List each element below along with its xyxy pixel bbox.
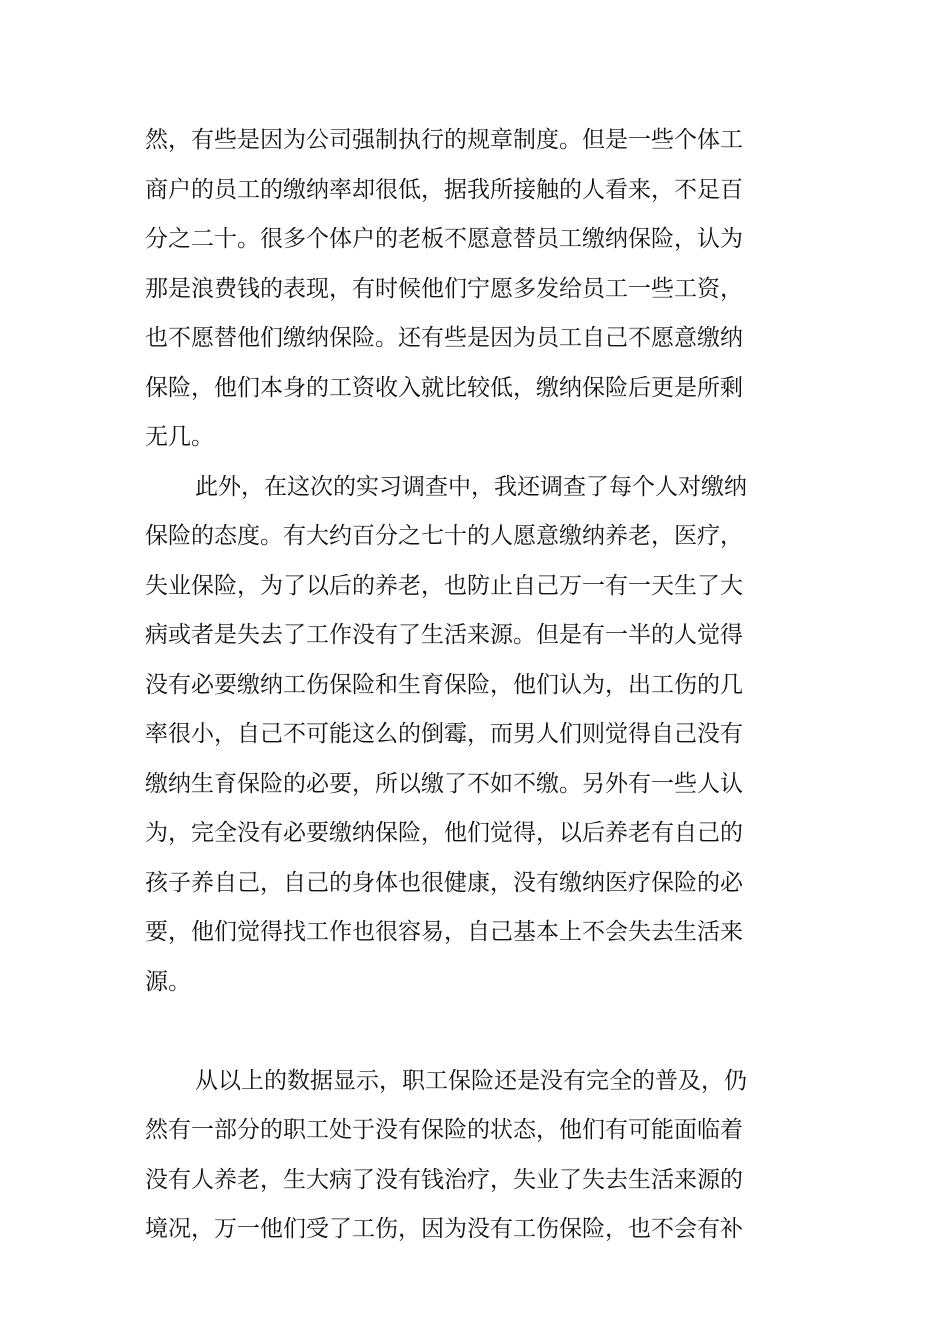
text-line: 从以上的数据显示，职工保险还是没有完全的普及，仍	[195, 1067, 747, 1094]
text-line: 源。	[145, 968, 191, 995]
paragraph-2	[145, 463, 745, 1057]
text-line: 缴纳生育保险的必要，所以缴了不如不缴。另外有一些人认	[145, 770, 743, 797]
text-line: 没有人养老，生大病了没有钱治疗，失业了失去生活来源的	[145, 1166, 743, 1193]
text-line: 失业保险，为了以后的养老，也防止自己万一有一天生了大	[145, 572, 743, 599]
paragraph-1	[145, 116, 745, 463]
text-line: 然，有些是因为公司强制执行的规章制度。但是一些个体工	[145, 127, 743, 153]
text-line: 率很小，自己不可能这么的倒霉，而男人们则觉得自己没有	[145, 721, 743, 747]
text-line: 保险，他们本身的工资收入就比较低，缴纳保险后更是所剩	[145, 374, 743, 401]
text-line: 无几。	[145, 424, 214, 450]
text-line: 为，完全没有必要缴纳保险，他们觉得，以后养老有自己的	[145, 820, 743, 846]
text-line: 孩子养自己，自己的身体也很健康，没有缴纳医疗保险的必	[145, 869, 743, 896]
text-line: 分之二十。很多个体户的老板不愿意替员工缴纳保险，认为	[145, 226, 743, 252]
text-line: 病或者是失去了工作没有了生活来源。但是有一半的人觉得	[145, 622, 743, 648]
text-line: 此外，在这次的实习调查中，我还调查了每个人对缴纳	[195, 473, 747, 500]
paragraph-3	[145, 1057, 745, 1255]
text-line: 那是浪费钱的表现，有时候他们宁愿多发给员工一些工资，	[145, 275, 743, 302]
text-line: 要，他们觉得找工作也很容易，自己基本上不会失去生活来	[145, 919, 743, 945]
body-text	[145, 116, 745, 1255]
text-line: 然有一部分的职工处于没有保险的状态，他们有可能面临着	[145, 1117, 743, 1143]
text-line	[145, 1007, 745, 1057]
text-line: 境况，万一他们受了工伤，因为没有工伤保险，也不会有补	[145, 1216, 743, 1242]
text-line: 没有必要缴纳工伤保险和生育保险，他们认为，出工伤的几	[145, 671, 743, 698]
text-line: 也不愿替他们缴纳保险。还有些是因为员工自己不愿意缴纳	[145, 325, 743, 351]
text-line: 商户的员工的缴纳率却很低，据我所接触的人看来，不足百	[145, 176, 743, 203]
text-line: 保险的态度。有大约百分之七十的人愿意缴纳养老，医疗，	[145, 523, 743, 549]
